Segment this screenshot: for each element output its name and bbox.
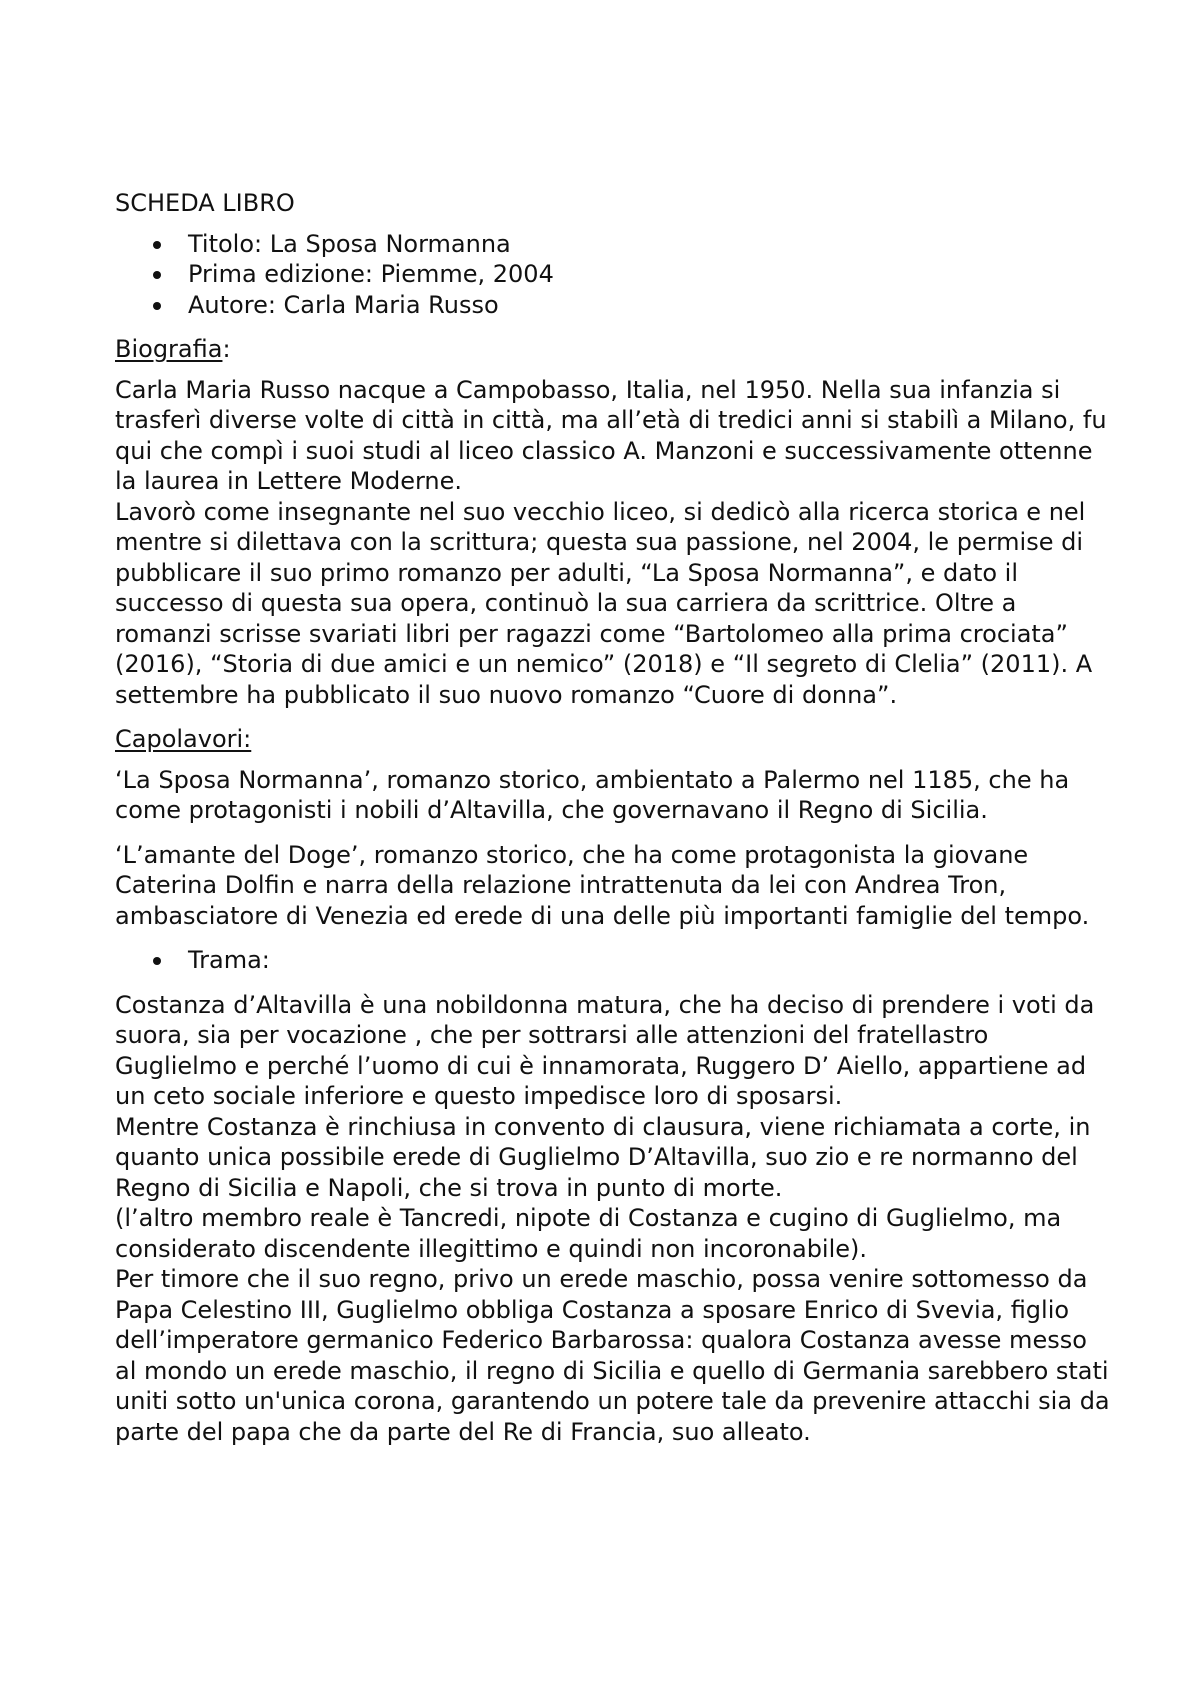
biografia-heading (115, 334, 1115, 365)
trama-list (115, 945, 1115, 976)
capolavori-heading (115, 724, 1115, 755)
book-info-list (115, 229, 1115, 321)
trama-line: Per timore che il suo regno, privo un erede maschio, possa venire sottomesso da Papa Celestino III, Guglielmo obbliga Costanza a sposare Enrico di Svevia, figlio dell’imperatore germanico Federico Barbarossa: qualora Costanza avesse messo al mondo un erede maschio, il regno di Sicilia e quello di Germania sarebbero stati uniti sotto un'unica corona, garantendo un potere tale da prevenire attacchi sia da parte del papa che da parte del Re di Francia, suo alleato. (115, 1265, 1110, 1446)
biografia-title: Biografia (115, 335, 223, 363)
biografia-paragraph: Lavorò come insegnante nel suo vecchio liceo, si dedicò alla ricerca storica e nel mentre si dilettava con la scrittura; questa sua passione, nel 2004, le permise di pubblicare il suo primo romanzo per adulti, “La Sposa Normanna”, e dato il successo di questa sua opera, continuò la sua carriera da scrittrice. Oltre a romanzi scrisse svariati libri per ragazzi come “Bartolomeo alla prima crociata” (2016), “Storia di due amici e un nemico” (2018) e “Il segreto di Clelia” (2011). A settembre ha pubblicato il suo nuovo romanzo “Cuore di donna”. (115, 497, 1093, 709)
document-page (115, 188, 1115, 1447)
capolavori-title: Capolavori: (115, 725, 252, 753)
capolavori-paragraph: ‘La Sposa Normanna’, romanzo storico, ambientato a Palermo nel 1185, che ha come protagonisti i nobili d’Altavilla, che governavano il Regno di Sicilia. (115, 765, 1070, 824)
book-title-item: Titolo: La Sposa Normanna (115, 229, 1115, 260)
biografia-paragraph: Carla Maria Russo nacque a Campobasso, Italia, nel 1950. Nella sua infanzia si trasferì diverse volte di città in città, ma all’età di tredici anni si stabilì a Milano, fu qui che compì i suoi studi al liceo classico A. Manzoni e successivamente ottenne la laurea in Lettere Moderne. (115, 375, 1107, 495)
biografia-text (115, 375, 1115, 711)
trama-line: Mentre Costanza è rinchiusa in convento di clausura, viene richiamata a corte, in quanto unica possibile erede di Guglielmo D’Altavilla, suo zio e re normanno del Regno di Sicilia e Napoli, che si trova in punto di morte. (115, 1112, 1091, 1202)
trama-text (115, 990, 1115, 1448)
biografia-title-colon: : (222, 335, 231, 363)
trama-line: Costanza d’Altavilla è una nobildonna matura, che ha deciso di prendere i voti da suora, sia per vocazione , che per sottrarsi alle attenzioni del fratellastro Guglielmo e perché l’uomo di cui è innamorata, Ruggero D’ Aiello, appartiene ad un ceto sociale inferiore e questo impedisce loro di sposarsi. (115, 990, 1095, 1110)
document-heading: SCHEDA LIBRO (115, 189, 295, 217)
capolavori-paragraph: ‘L’amante del Doge’, romanzo storico, che ha come protagonista la giovane Caterina Dolfin e narra della relazione intrattenuta da lei con Andrea Tron, ambasciatore di Venezia ed erede di una delle più importanti famiglie del tempo. (115, 840, 1090, 930)
book-edition-item: Prima edizione: Piemme, 2004 (115, 259, 1115, 290)
trama-line: (l’altro membro reale è Tancredi, nipote di Costanza e cugino di Guglielmo, ma considerato discendente illegittimo e quindi non incoronabile). (115, 1204, 1062, 1263)
trama-title: Trama: (115, 945, 1115, 976)
book-author-item: Autore: Carla Maria Russo (115, 290, 1115, 321)
